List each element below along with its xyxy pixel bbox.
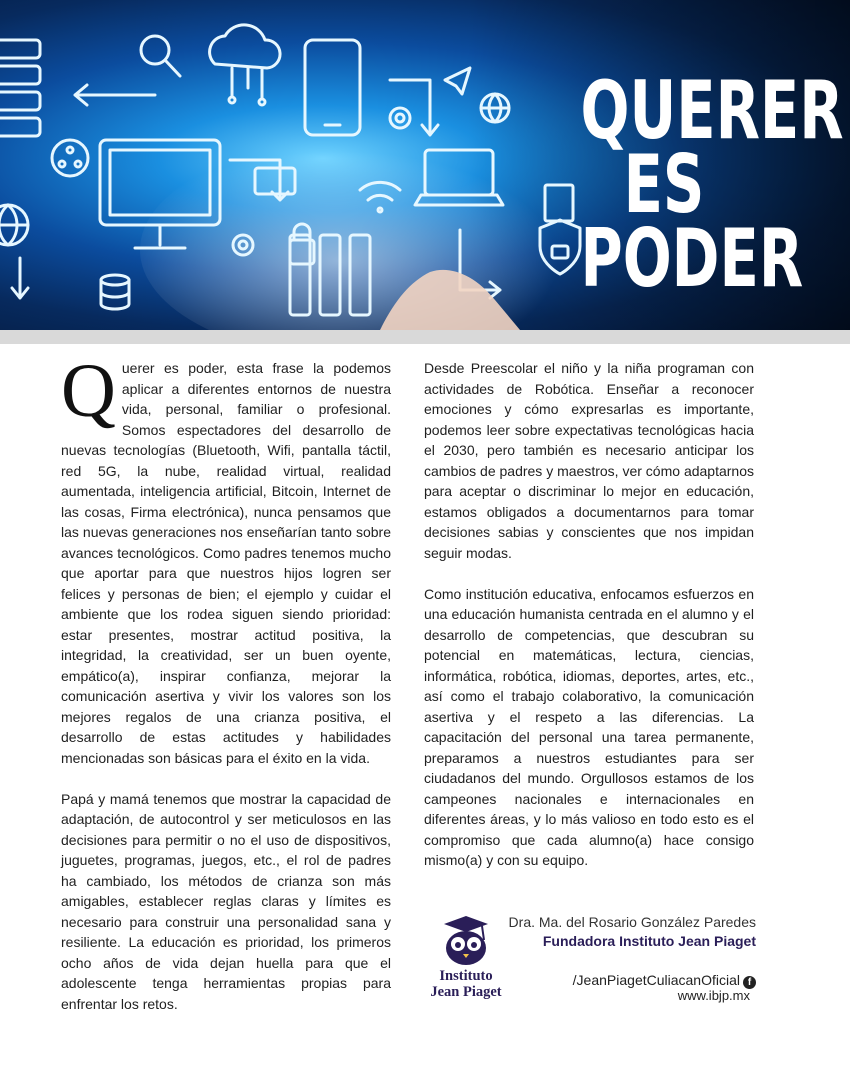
hero-banner <box>0 0 850 330</box>
article-column-left <box>61 349 391 1035</box>
logo-text-line1: Instituto <box>439 968 493 984</box>
author-name: Dra. Ma. del Rosario González Paredes <box>508 914 756 930</box>
divider-band <box>0 330 850 344</box>
logo-text-line2: Jean Piaget <box>430 984 502 1000</box>
social-handle[interactable]: /JeanPiagetCuliacanOficial <box>572 972 740 988</box>
globe-icon <box>0 205 28 245</box>
website-link[interactable]: www.ibjp.mx <box>677 988 750 1003</box>
paragraph: Papá y mamá tenemos que mostrar la capacidad de adaptación, de autocontrol y ser meticulosos en las decisiones para permitir o no el uso de dispositivos, juguetes, programas, juegos, etc., el rol de padres ha cambiado, los métodos de crianza son más amigables, establecer reglas claras y límites es necesario para construir una personalidad sana y resiliente. La educación es prioridad, los primeros ocho años de vida dejan huella para que el adolescente tenga herramientas propias para enfrentar los retos. <box>61 790 391 1012</box>
author-title: Fundadora Instituto Jean Piaget <box>542 933 756 949</box>
article-column-right <box>424 358 754 891</box>
paragraph-text: uerer es poder, esta frase la podemos aplicar a diferentes entornos de nuestra vida, personal, familiar o profesional. Somos espectadores del desarrollo de nuevas tecnologías (Bluetooth, Wifi, pantalla táctil, red 5G, la nube, realidad virtual, realidad aumentada, inteligencia artificial, Bitcoin, Internet de las cosas, Firma electrónica), nunca pensamos que las nuevas generaciones nos enseñarían tanto sobre avances tecnológicos. Como padres tenemos mucho que aportar para que nuestros hijos logren ser felices y personas de bien; el ejemplo y cuidar el ambiente que los rodea siguen siendo prioridad: estar presentes, mostrar actitud positiva, la integridad, la creatividad, ser un buen oyente, empático(a), inspirar confianza, mejorar la comunicación asertiva y vivir los valores son los mejores regalos de una crianza positiva, el desarrollo de estas actitudes y habilidades mencionadas son básicas para el éxito en la vida. <box>61 360 391 766</box>
institute-logo <box>420 914 512 1004</box>
paragraph: Desde Preescolar el niño y la niña programan con actividades de Robótica. Enseñar a reconocer emociones y cómo expresarlas es importante, podemos leer sobre expectativas tecnológicas hacia el 2030, pero también es necesario anticipar los cambios de padres y maestros, ver cómo adaptarnos para aceptar o discriminar lo mejor en educación, estamos obligados a documentarnos para tomar decisiones sabias y conscientes que nos impidan seguir modas. <box>424 360 754 561</box>
facebook-icon[interactable]: f <box>743 976 756 989</box>
social-handle-row[interactable] <box>573 972 756 989</box>
signature-block <box>420 910 756 1010</box>
owl-mascot-icon <box>438 914 494 968</box>
paragraph: Como institución educativa, enfocamos esfuerzos en una educación humanista centrada en el alumno y el desarrollo de competencias, que descubran su potencial en matemáticas, lectura, ciencias, informática, robótica, idiomas, deportes, artes, etc., así como el trabajo colaborativo, la comunicación asertiva y el respeto a las diferencias. La capacitación del personal una tarea permanente, preparamos a nuestros estudiantes para ser ciudadanos del mundo. Orgullosos estamos de los campeones nacionales e internacionales en diferentes áreas, y lo más valioso en todo esto es el compromiso que cada alumno(a) hace consigo mismo(a) y con su equipo. <box>424 585 754 868</box>
drop-cap: Q <box>61 349 116 433</box>
paragraph <box>61 349 391 768</box>
page-title: QUERER ES PODER <box>580 64 844 305</box>
